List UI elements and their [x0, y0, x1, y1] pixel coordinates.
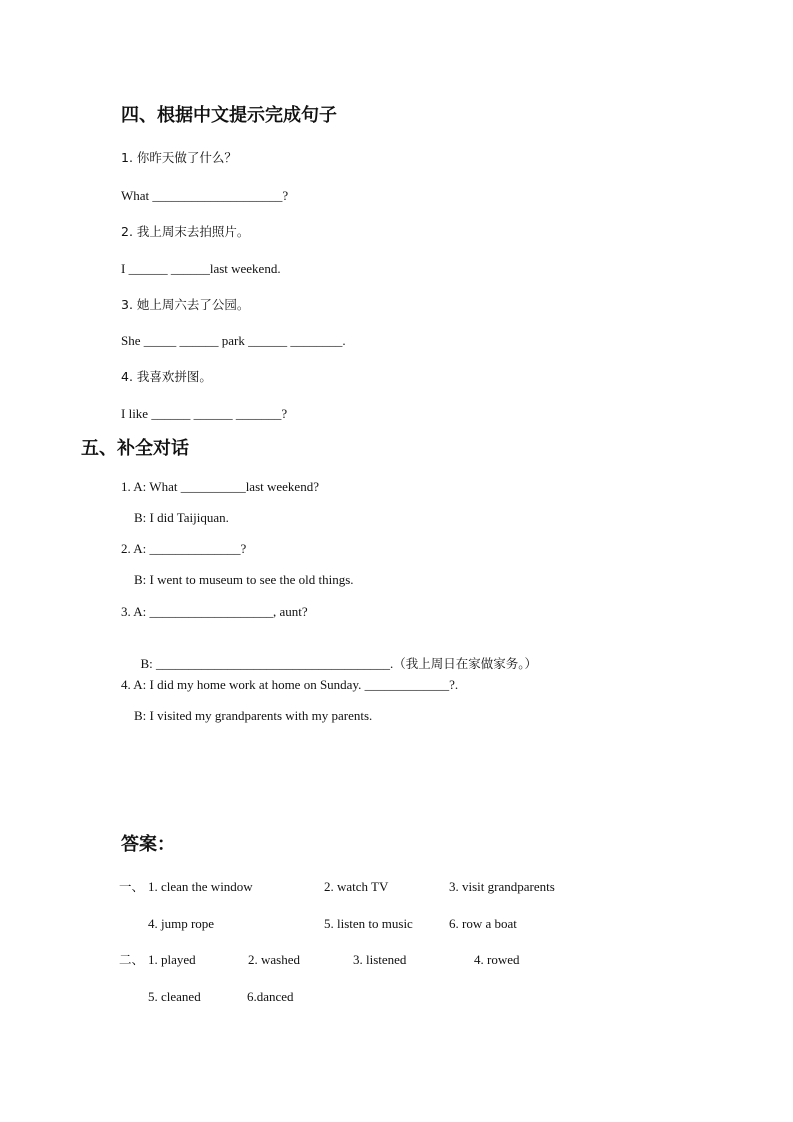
- dialog-4-b: B: I visited my grandparents with my parents.: [134, 708, 373, 723]
- dialog-3-b-note: （我上周日在家做家务。）: [393, 656, 538, 671]
- dialog-3-a: 3. A: ___________________, aunt?: [121, 604, 308, 619]
- dialog-1-b: B: I did Taijiquan.: [134, 510, 229, 525]
- s4-q4-prompt: 4. 我喜欢拼图。: [121, 369, 212, 384]
- dialog-2-a: 2. A: ______________?: [121, 541, 247, 556]
- dialog-3-b-text: B: ____________________________________.: [140, 656, 394, 671]
- answer-1-2: 2. watch TV: [324, 879, 389, 894]
- answer-1-3: 3. visit grandparents: [449, 879, 555, 894]
- answers-heading: 答案：: [121, 834, 175, 855]
- s4-q3-prompt: 3. 她上周六去了公园。: [121, 297, 250, 312]
- s4-q1-answer: What ____________________?: [121, 188, 289, 203]
- section-5-heading: 五、补全对话: [81, 438, 189, 459]
- answers-part2-label: 二、: [119, 952, 145, 967]
- dialog-4-a: 4. A: I did my home work at home on Sunday. _____________?.: [121, 677, 459, 692]
- s4-q1-prompt: 1. 你昨天做了什么？: [121, 150, 237, 165]
- dialog-2-b: B: I went to museum to see the old things.: [134, 572, 354, 587]
- answer-1-5: 5. listen to music: [324, 916, 413, 931]
- answer-2-2: 2. washed: [248, 952, 300, 967]
- answer-1-6: 6. row a boat: [449, 916, 517, 931]
- answer-2-4: 4. rowed: [474, 952, 520, 967]
- s4-q3-answer: She _____ ______ park ______ ________.: [121, 333, 346, 348]
- answer-2-1: 1. played: [148, 952, 196, 967]
- answers-part1-label: 一、: [119, 879, 145, 894]
- s4-q2-answer: I ______ ______last weekend.: [121, 261, 281, 276]
- answer-1-1: 1. clean the window: [148, 879, 253, 894]
- answer-2-5: 5. cleaned: [148, 989, 201, 1004]
- dialog-3-b: [134, 640, 537, 672]
- dialog-1-a: 1. A: What __________last weekend?: [121, 479, 319, 494]
- s4-q2-prompt: 2. 我上周末去拍照片。: [121, 224, 250, 239]
- answer-2-6: 6.danced: [247, 989, 294, 1004]
- answer-2-3: 3. listened: [353, 952, 407, 967]
- section-4-heading: 四、根据中文提示完成句子: [121, 105, 337, 126]
- s4-q4-answer: I like ______ ______ _______?: [121, 406, 288, 421]
- answer-1-4: 4. jump rope: [148, 916, 215, 931]
